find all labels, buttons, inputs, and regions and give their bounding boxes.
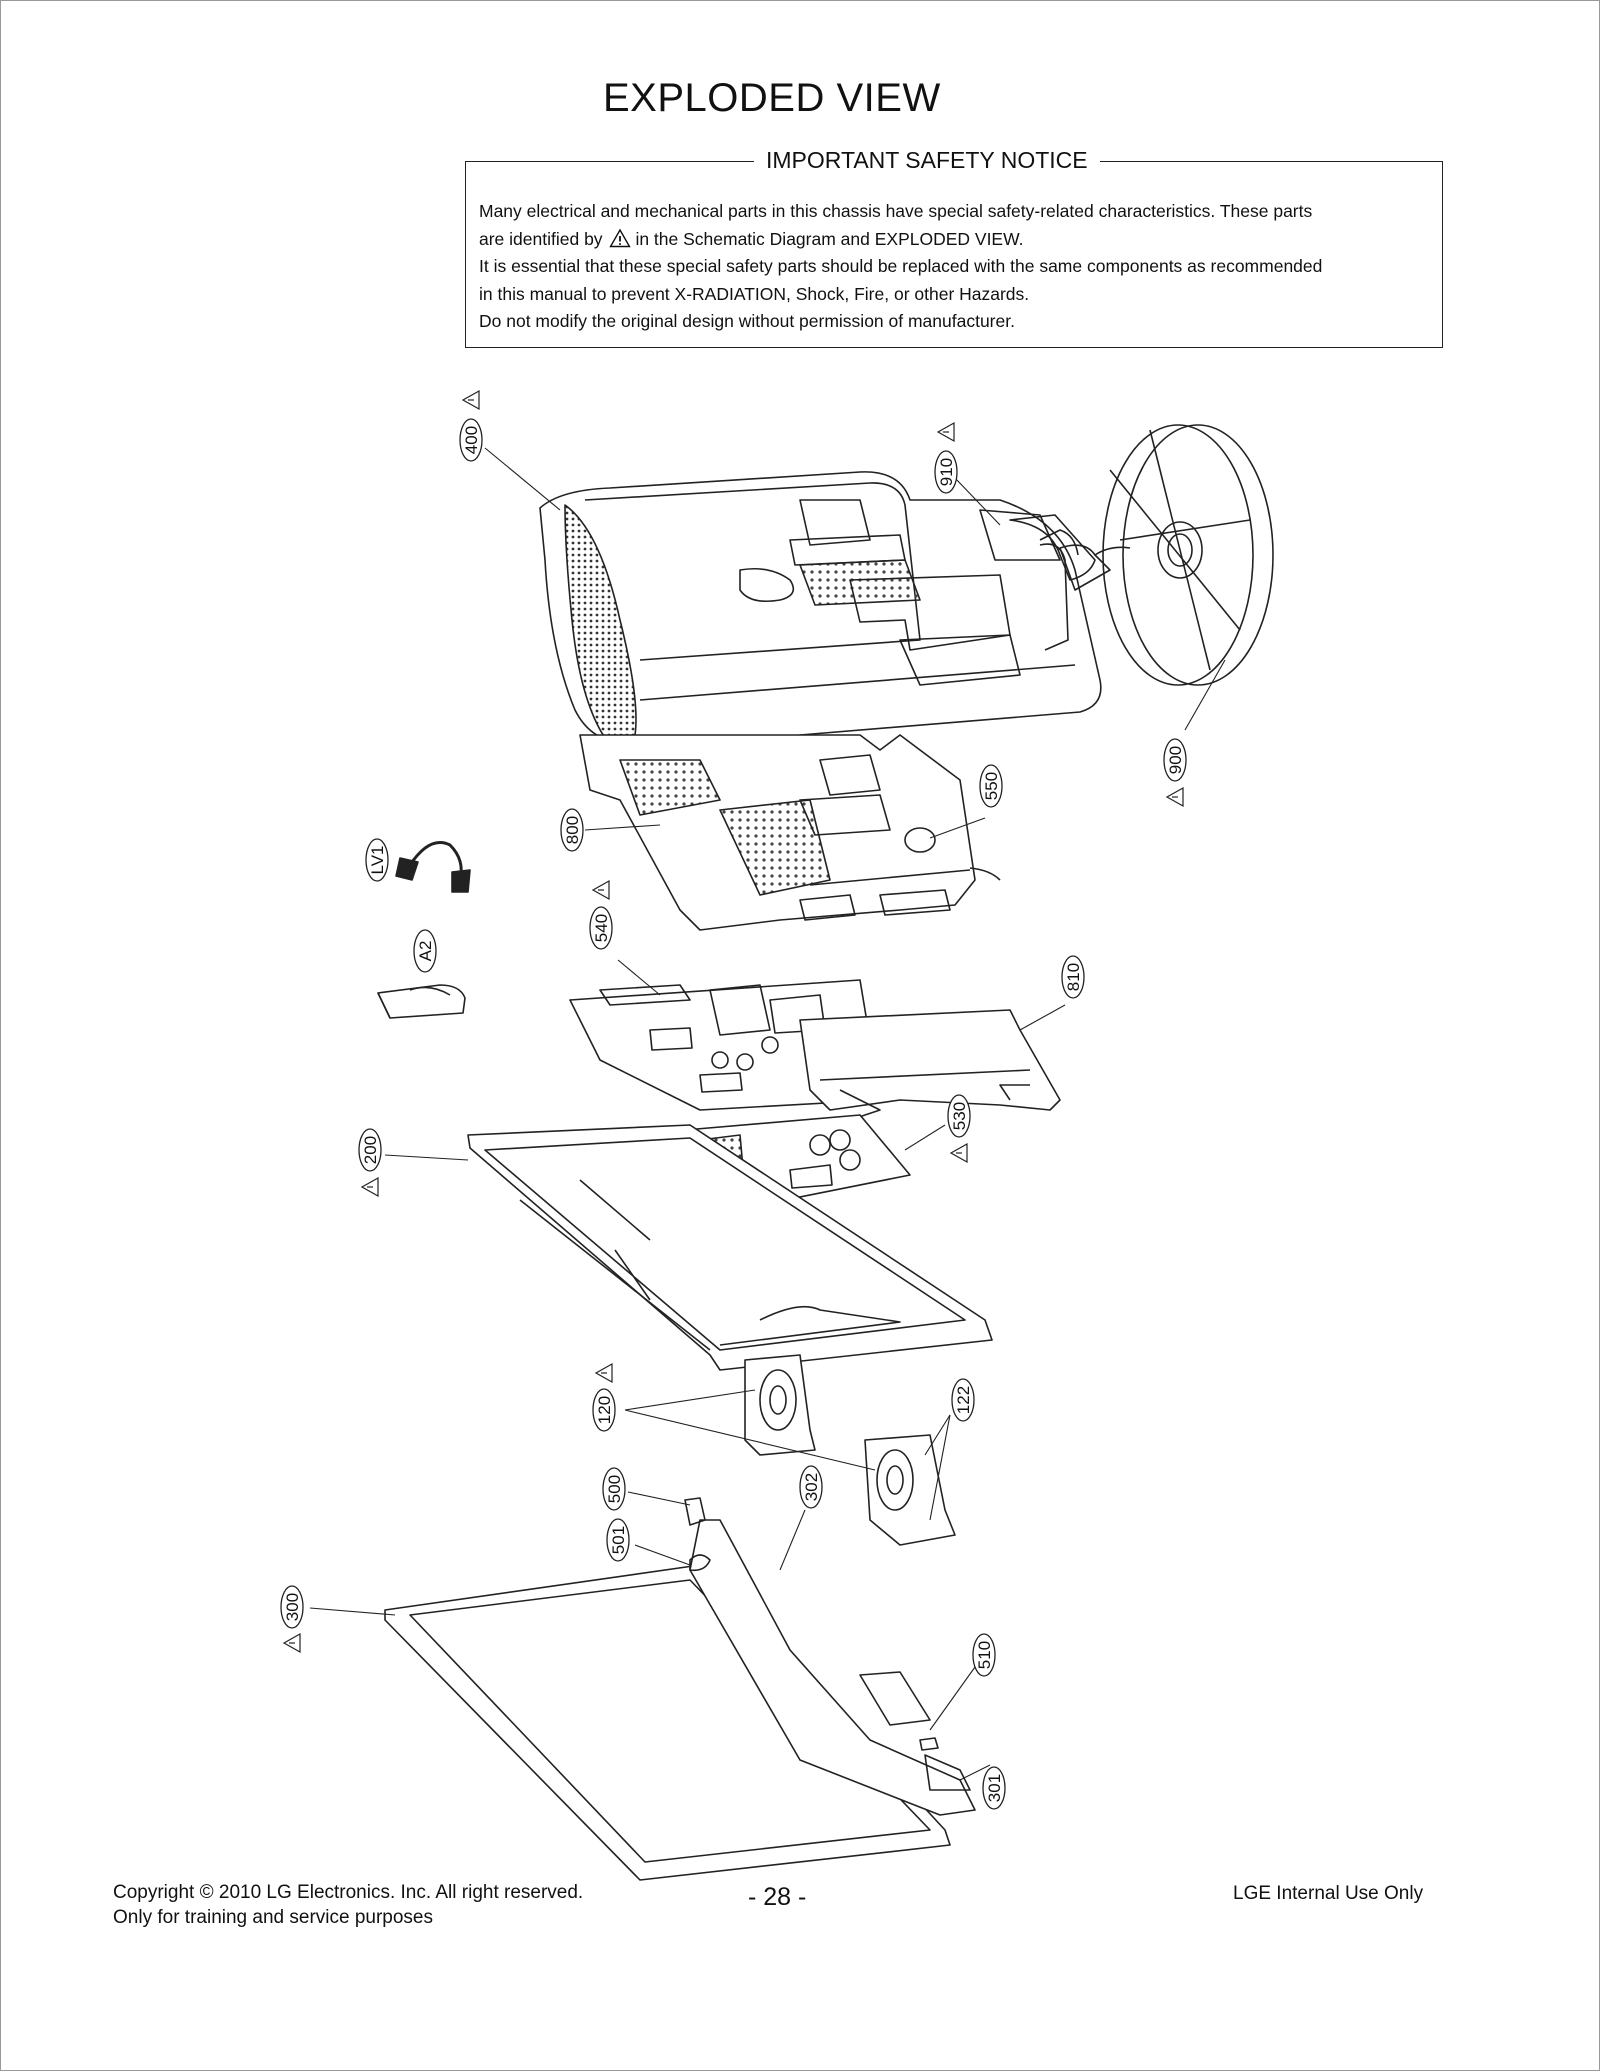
module-frame-part	[468, 1125, 992, 1370]
footer-copyright	[113, 1880, 583, 1930]
notice-line-4: in this manual to prevent X-RADIATION, Shock, Fire, or other Hazards.	[479, 283, 1030, 304]
callout-200	[359, 1129, 381, 1171]
callout-540	[590, 907, 612, 949]
callout-122	[952, 1379, 974, 1421]
page-title: EXPLODED VIEW	[603, 76, 941, 120]
copyright-line-1: Copyright © 2010 LG Electronics. Inc. All right reserved.	[113, 1882, 584, 1903]
callout-500	[603, 1468, 625, 1510]
warning-triangle-icon	[284, 1634, 300, 1652]
callout-120	[593, 1389, 615, 1431]
a2-part	[378, 985, 465, 1018]
callout-800	[561, 809, 583, 851]
callout-501	[607, 1519, 629, 1561]
callout-300	[281, 1586, 303, 1628]
callout-510	[973, 1634, 995, 1676]
callout-530	[948, 1095, 970, 1137]
internal-use-label: LGE Internal Use Only	[1233, 1883, 1424, 1904]
svg-text:900: 900	[1166, 745, 1185, 775]
front-cover-part	[385, 1498, 975, 1880]
callout-900	[1164, 739, 1186, 781]
callout-302	[800, 1466, 822, 1508]
copyright-line-2: Only for training and service purposes	[113, 1907, 433, 1928]
svg-text:A2: A2	[416, 940, 435, 962]
svg-text:400: 400	[462, 425, 481, 455]
warning-triangle-icon	[463, 391, 479, 409]
svg-text:501: 501	[609, 1525, 628, 1555]
svg-text:510: 510	[975, 1640, 994, 1670]
svg-text:300: 300	[283, 1592, 302, 1622]
svg-text:910: 910	[937, 457, 956, 487]
lvds-cable-part	[396, 843, 470, 893]
warning-triangle-icon	[362, 1178, 378, 1196]
warning-triangle-icon	[593, 881, 609, 899]
svg-text:500: 500	[605, 1474, 624, 1504]
svg-text:540: 540	[592, 913, 611, 943]
notice-line-1: Many electrical and mechanical parts in this chassis have special safety-related characteristics. These parts	[479, 201, 1313, 221]
callout-810	[1062, 956, 1084, 998]
safety-notice-heading: IMPORTANT SAFETY NOTICE	[754, 147, 1100, 174]
svg-text:122: 122	[954, 1385, 973, 1415]
speaker-left-part	[745, 1355, 815, 1455]
bracket-part	[800, 1010, 1060, 1120]
warning-triangle-icon	[938, 423, 954, 441]
warning-triangle-icon	[596, 1364, 612, 1382]
main-shield-part	[580, 735, 1000, 930]
notice-line-3: It is essential that these special safety parts should be replaced with the same components as recommended	[479, 256, 1323, 276]
warning-triangle-icon	[951, 1144, 967, 1162]
callout-a2	[414, 930, 436, 972]
notice-line-2-start: are identified by	[479, 228, 603, 249]
callout-550	[980, 765, 1002, 807]
notice-line-5: Do not modify the original design without permission of manufacturer.	[479, 311, 1015, 331]
page-number: - 28 -	[748, 1883, 807, 1911]
svg-text:810: 810	[1064, 962, 1083, 992]
callout-400	[460, 419, 482, 461]
callout-lv1	[366, 839, 388, 881]
svg-text:550: 550	[982, 771, 1001, 801]
speaker-right-part	[865, 1435, 955, 1545]
warning-triangle-icon	[1167, 788, 1183, 806]
svg-text:120: 120	[595, 1395, 614, 1425]
svg-text:301: 301	[985, 1773, 1004, 1803]
callout-910	[935, 451, 957, 493]
svg-text:LV1: LV1	[368, 845, 387, 875]
notice-line-2-end: in the Schematic Diagram and EXPLODED VIEW.	[635, 228, 1024, 249]
svg-text:530: 530	[950, 1101, 969, 1131]
callout-301	[983, 1767, 1005, 1809]
rear-cover-part	[540, 472, 1101, 742]
svg-text:800: 800	[563, 815, 582, 845]
svg-text:200: 200	[361, 1135, 380, 1165]
svg-text:302: 302	[802, 1472, 821, 1502]
